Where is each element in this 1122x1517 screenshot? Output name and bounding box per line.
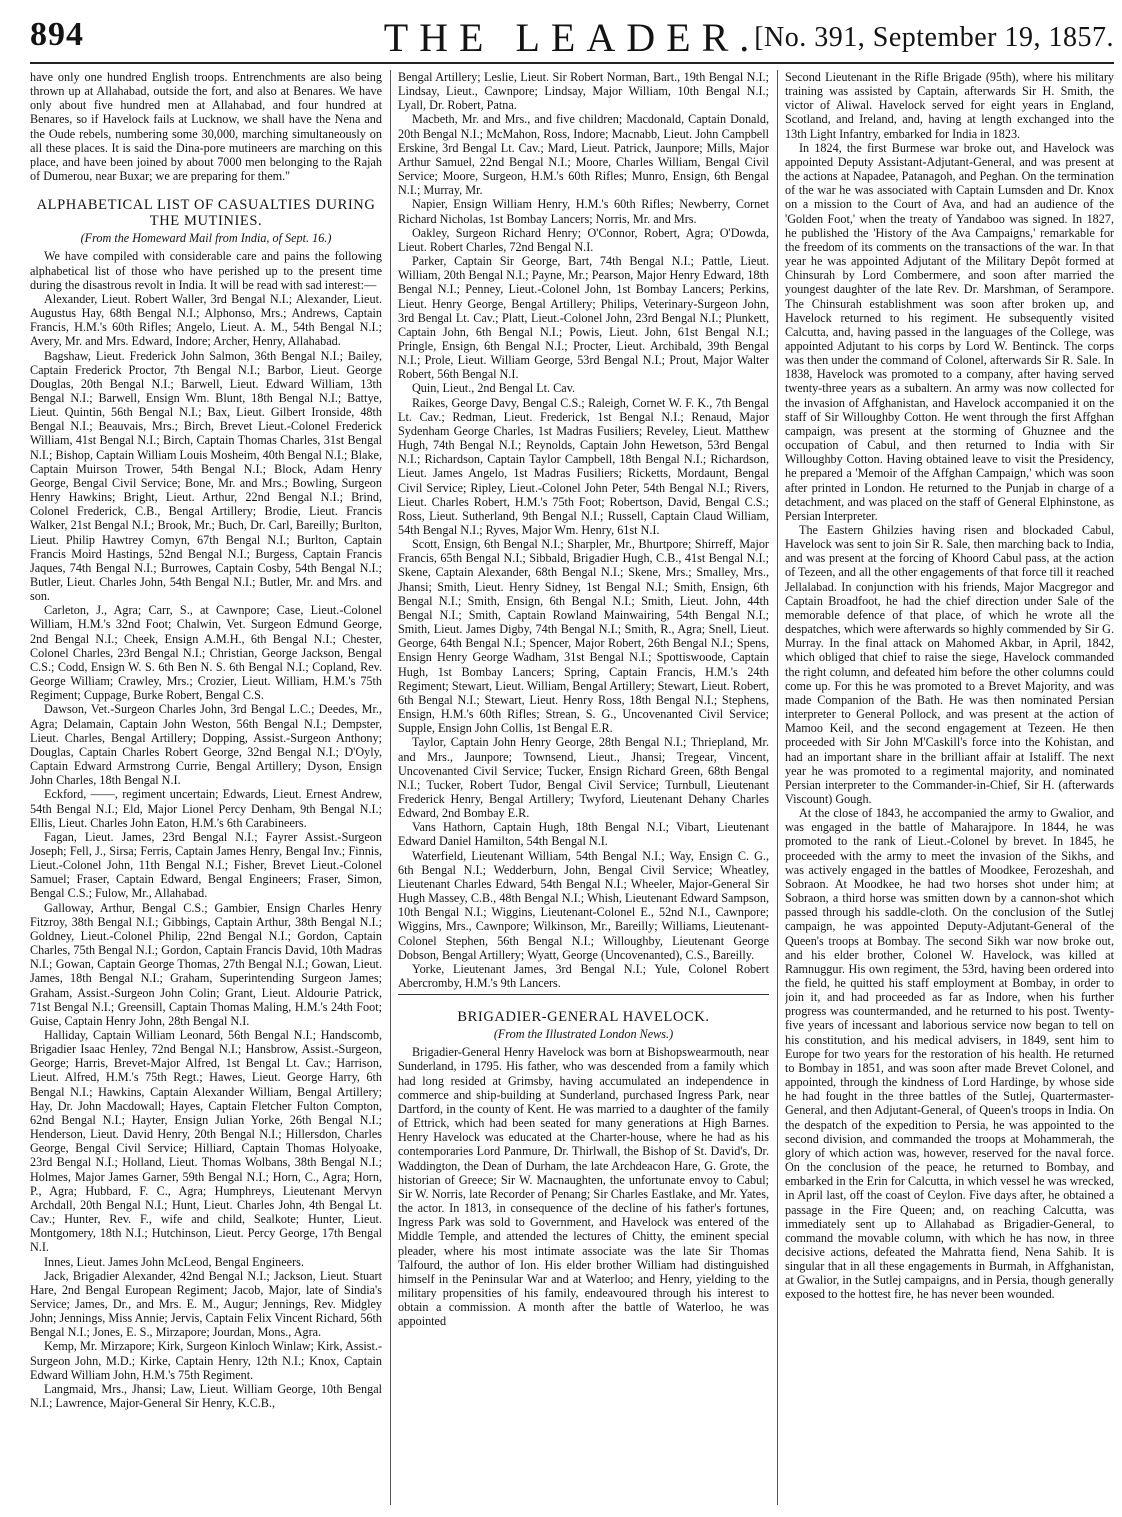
paragraph: We have compiled with considerable care and pains the following alphabetical list of those who have perished up to the present time during the disastrous revolt in India. It will be read with sad interest:— — [30, 249, 382, 292]
havelock-source: (From the Illustrated London News.) — [493, 1027, 674, 1042]
page-number: 894 — [30, 16, 84, 53]
paragraph: Waterfield, Lieutenant William, 54th Bengal N.I.; Way, Ensign C. G., 6th Bengal N.I.; Wedderburn, John, Bengal Civil Service; Wheatley, Lieutenant Charles Edward, 54th Bengal N.I.; Wheeler, Major-General Sir Hugh Massey, C.B., 48th Bengal N.I.; Whish, Lieutenant Edward Sampson, 10th Bengal N.I.; Wiggins, Lieutenant-Colonel E., 52nd N.I., Cawnpore; Wiggins, Mrs., Cawnpore; Wilkinson, Mr., Bareilly; Williams, Lieutenant-Colonel Stephen, 56th Bengal N.I.; Willoughby, Lieutenant George Dobson, Bengal Artillery; Wyatt, George (Uncovenanted), C.S., Bareilly. — [398, 848, 769, 962]
masthead-rule — [30, 62, 1114, 64]
column-divider — [777, 70, 778, 1505]
paragraph: Yorke, Lieutenant James, 3rd Bengal N.I.; Yule, Colonel Robert Abercromby, H.M.'s 9th Lancers. — [398, 961, 769, 990]
paragraph: have only one hundred English troops. Entrenchments are also being thrown up at Allahabad, outside the fort, and also at Benares. We have only about five hundred men at Allahabad, and four hundred at Benares, so if Havelock fails at Lucknow, we shall have the Nena and the Oude rebels, numbering some 30,000, marching simultaneously on all these places. It is said the Dina-pore mutineers are marching on this place, and have been joined by about 7000 men belonging to the Rajah of Dumerou, near Buxar; we are preparing for them." — [30, 70, 382, 184]
paragraph: Raikes, George Davy, Bengal C.S.; Raleigh, Cornet W. F. K., 7th Bengal Lt. Cav.; Redman, Lieut. Frederick, 1st Bengal N.I.; Renaud, Major Sydenham George Charles, 1st Madras Fusiliers; Reveley, Lieut. Matthew Hugh, 74th Bengal N.I.; Reynolds, Captain John Hewetson, 53rd Bengal N.I.; Richardson, Captain Taylor Campbell, 18th Bengal N.I.; Richardson, Lieut. James Angelo, 1st Madras Fusiliers; Ricketts, Mordaunt, Bengal Civil Service; Ripley, Lieut.-Colonel John Peter, 54th Bengal N.I.; Rivers, Lieut. Charles Robert, H.M.'s 75th Foot; Robertson, David, Bengal C.S.; Ross, Lieut. Sutherland, 9th Bengal N.I.; Russell, Captain Claud William, 54th Bengal N.I.; Ryves, Major Wm. Henry, 61st N.I. — [398, 395, 769, 537]
paragraph: Fagan, Lieut. James, 23rd Bengal N.I.; Fayrer Assist.-Surgeon Joseph; Fell, J., Sirsa; Ferris, Captain James Henry, Bengal Inv.; Finnis, Lieut.-Colonel John, 11th Bengal N.I.; Fisher, Brevet Lieut.-Colonel Samuel; Fraser, Captain Edward, Bengal Engineers; Fraser, Simon, Bengal C.S.; Fulow, Mr., Allahabad. — [30, 829, 382, 901]
paragraph: Brigadier-General Henry Havelock was born at Bishopswearmouth, near Sunderland, in 1795. His father, who was descended from a family which had long resided at Grimsby, having accumulated an independence in commerce and ship-building at Sunderland, purchased Ingress Park, near Dartford, in the county of Kent. He was married to a daughter of the family of Ettrick, which had been seated for many generations at High Barnes. Henry Havelock was educated at the Charter-house, where he had as his contemporaries Lord Panmure, Dr. Thirlwall, the Bishop of St. David's, Dr. Waddington, the Dean of Durham, the late Archdeacon Hare, G. Grote, the historian of Greece; Sir W. Macnaughten, the unfortunate envoy to Cabul; Sir W. Norris, late Recorder of Penang; Sir Charles Eastlake, and Mr. Yates, the actor. In 1813, in consequence of the decline of his father's fortunes, Ingress Park was sold to Government, and Havelock was entered of the Middle Temple, and attended the lectures of Chitty, the eminent special pleader, where his most intimate associate was the late Sir Thomas Talfourd, the author of Ion. His elder brother William had distinguished himself in the Peninsular War and at Waterloo; and Henry, yielding to the military propensities of his family, endeavoured through his interest to obtain a commission. A month after the battle of Waterloo, he was appointed — [398, 1045, 769, 1329]
paragraph: Parker, Captain Sir George, Bart, 74th Bengal N.I.; Pattle, Lieut. William, 20th Bengal N.I.; Payne, Mr.; Pearson, Major Henry Edward, 18th Bengal N.I.; Penney, Lieut.-Colonel John, 1st Bombay Lancers; Perkins, Lieut. Henry George, Bengal Artillery; Philips, Veterinary-Surgeon John, 3rd Bengal Lt. Cav.; Platt, Lieut.-Colonel John, 23rd Bengal N.I.; Plunkett, Captain John, 6th Bengal N.I.; Powis, Lieut. John, 61st Bengal N.I.; Pringle, Ensign, 6th Bengal N.I.; Procter, Lieut. Archibald, 39th Bengal N.I.; Prole, Lieut. William George, 53rd Bengal N.I.; Prout, Major Walter Robert, 56th Bengal N.I. — [398, 254, 769, 382]
masthead — [30, 14, 1114, 60]
column-2 — [398, 70, 769, 1505]
newspaper-title: THE LEADER. — [383, 15, 761, 60]
paragraph: Oakley, Surgeon Richard Henry; O'Connor, Robert, Agra; O'Dowda, Lieut. Robert Charles, 72nd Bengal N.I. — [398, 225, 769, 254]
column-3 — [785, 70, 1114, 1505]
paragraph: Bagshaw, Lieut. Frederick John Salmon, 36th Bengal N.I.; Bailey, Captain Frederick Proctor, 7th Bengal N.I.; Barbor, Lieut. George Douglas, 20th Bengal N.I.; Barwell, Lieut. Edward William, 13th Bengal N.I.; Barwell, Ensign Wm. Blunt, 18th Bengal N.I.; Battye, Lieut. Quintin, 56th Bengal N.I.; Bax, Lieut. Gilbert Ironside, 48th Bengal N.I.; Beauvais, Mrs.; Birch, Brevet Lieut.-Colonel Frederick William, 41st Bengal N.I.; Birch, Captain Thomas Charles, 31st Bengal N.I.; Bishop, Captain William Louis Mosheim, 40th Bengal N.I.; Blake, Captain Muirson Trower, 54th Bengal N.I.; Block, Adam Henry George, Bengal Civil Service; Bone, Mr. and Mrs.; Bowling, Surgeon Henry Hawkins; Bright, Lieut. Arthur, 22nd Bengal N.I.; Brind, Colonel Frederick, C.B., Bengal Artillery; Brodie, Lieut. Francis Walker, 21st Bengal N.I.; Brook, Mr.; Buch, Dr. Carl, Bareilly; Burlton, Lieut. Philip Hawtrey Comyn, 67th Bengal N.I.; Burlton, Captain Francis Moird Hastings, 52nd Bengal N.I.; Burgess, Captain Francis Jaques, 74th Bengal N.I.; Burrowes, Captain Cosby, 54th Bengal N.I.; Butler, Lieut. Charles John, 54th Bengal N.I.; Butler, Mr. and Mrs. and son. — [30, 348, 382, 604]
havelock-heading: BRIGADIER-GENERAL HAVELOCK. — [457, 1009, 710, 1026]
paragraph: Dawson, Vet.-Surgeon Charles John, 3rd Bengal L.C.; Deedes, Mr., Agra; Delamain, Captain John Weston, 56th Bengal N.I.; Dempster, Lieut. Charles, Bengal Artillery; Dopping, Assist.-Surgeon Anthony; Douglas, Captain Charles Robert George, 32nd Bengal N.I.; D'Oyly, Captain Edward Armstrong Currie, Bengal Artillery; Dyson, Ensign John Charles, 18th Bengal N.I. — [30, 702, 382, 788]
paragraph: Macbeth, Mr. and Mrs., and five children; Macdonald, Captain Donald, 20th Bengal N.I.; McMahon, Ross, Indore; Macnabb, Lieut. John Campbell Erskine, 3rd Bengal Lt. Cav.; Mard, Lieut. Patrick, Jaunpore; Mills, Major Arthur Samuel, 22nd Bengal N.I.; Moore, Charles William, Bengal Civil Service; Moore, Surgeon, H.M.'s 60th Rifles; Munro, Ensign, 6th Bengal N.I.; Murray, Mr. — [398, 112, 769, 198]
paragraph: Bengal Artillery; Leslie, Lieut. Sir Robert Norman, Bart., 19th Bengal N.I.; Lindsay, Lieut., Cawnpore; Lindsay, Major William, 10th Bengal N.I.; Lyall, Dr. Robert, Patna. — [398, 70, 769, 113]
paragraph: At the close of 1843, he accompanied the army to Gwalior, and was engaged in the battle of Maharajpore. In 1844, he was promoted to the rank of Lieut.-Colonel by brevet. In 1845, he proceeded with the army to meet the invasion of the Sikhs, and was actively engaged in the battles of Moodkee, Ferozeshah, and Sobraon. At Moodkee, he had two horses shot under him; at Sobraon, a third horse was smitten down by a cannon-shot which passed through his saddle-cloth. On the conclusion of the Sutlej campaign, he was appointed Deputy-Adjutant-General of the Queen's troops at Bombay. The second Sikh war now broke out, and his elder brother, Colonel W. Havelock, was killed at Ramnuggur. His own regiment, the 53rd, having been ordered into the field, he quitted his staff employment at Bombay, in order to join it, and had proceeded as far as Indore, when his further progress was countermanded, and he returned to his post. Twenty-five years of incessant and laborious service now began to tell on his constitution, and his medical advisers, in 1849, sent him to Europe for two years for the restoration of his health. He returned to Bombay in 1851, and was soon after made Brevet Colonel, and appointed, through the kindness of Lord Hardinge, by whose side he had fought in the three battles of the Sutlej, Quartermaster-General, and then Adjutant-General, of Queen's troops in India. On the despatch of the expedition to Persia, he was appointed to the second division, and commanded the troops at Mohammerah, the glory of which action was, however, reserved for the naval force. On the conclusion of the peace, he returned to Bombay, and embarked in the Erin for Calcutta, in which vessel he was wrecked, in April last, off the coast of Ceylon. Five days after, he obtained a passage in the Fire Queen; and, on reaching Calcutta, was immediately sent up to Allahabad as Brigadier-General, to command the movable column, with which he has now, in three decisive actions, defeated the Mahratta fiend, Nena Sahib. It is singular that in all these engagements in Burmah, in Affghanistan, at Gwalior, in the Sutlej campaigns, and in Persia, though generally exposed to the hottest fire, he has never been wounded. — [785, 806, 1114, 1302]
paragraph: Eckford, ——, regiment uncertain; Edwards, Lieut. Ernest Andrew, 54th Bengal N.I.; Eld, Major Lionel Percy Denham, 9th Bengal N.I.; Ellis, Lieut. Charles John Eaton, H.M.'s 6th Carabineers. — [30, 787, 382, 830]
paragraph: Langmaid, Mrs., Jhansi; Law, Lieut. William George, 10th Bengal N.I.; Lawrence, Major-General Sir Henry, K.C.B., — [30, 1381, 382, 1411]
paragraph: Innes, Lieut. James John McLeod, Bengal Engineers. — [44, 1254, 304, 1269]
paragraph: In 1824, the first Burmese war broke out, and Havelock was appointed Deputy Assistant-Adjutant-General, and was present at the actions at Napadee, Patanagoh, and Peghan. On the termination of the war he was associated with Captain Lumsden and Dr. Knox on a mission to the Court of Ava, and had an audience of the 'Golden Foot,' when the treaty of Yandaboo was signed. In 1827, he published the 'History of the Ava Campaigns,' remarkable for the freedom of its comments on the transactions of the war. In that year he was appointed Adjutant of the Military Depôt formed at Chinsurah by Lord Combermere, and soon after married the youngest daughter of the late Rev. Dr. Marshman, of Serampore. The Chinsurah establishment was soon after broken up, and Havelock returned to his regiment. He subsequently visited Calcutta, and, having passed in the languages of the College, was appointed Adjutant to his corps by Lord W. Bentinck. The corps was then under the command of Colonel, afterwards Sir R. Sale. In 1838, Havelock was promoted to a company, after having served twenty-three years as a subaltern. An army was now collected for the invasion of Affghanistan, and Havelock accompanied it on the staff of Sir Willoughby Cotton. He went through the first Affghan campaign, was present at the storming of Ghuznee and the occupation of Cabul, and then returned to India with Sir Willoughby Cotton. Having obtained leave to visit the Presidency, he prepared a 'Memoir of the Affghan Campaign,' which was soon after printed in London. He returned to the Punjab in charge of a detachment, and was placed on the staff of General Elphinstone, as Persian Interpreter. — [785, 140, 1114, 523]
paragraph: Vans Hathorn, Captain Hugh, 18th Bengal N.I.; Vibart, Lieutenant Edward Daniel Hamilton, 54th Bengal N.I. — [398, 820, 769, 849]
paragraph: Second Lieutenant in the Rifle Brigade (95th), where his military training was assisted by Captain, afterwards Sir H. Smith, the victor of Aliwal. Havelock served for eight years in England, Scotland, and Ireland, and, having at length exchanged into the 13th Light Infantry, embarked for India in 1823. — [785, 70, 1114, 141]
paragraph: Quin, Lieut., 2nd Bengal Lt. Cav. — [412, 381, 576, 396]
paragraph: Napier, Ensign William Henry, H.M.'s 60th Rifles; Newberry, Cornet Richard Nicholas, 1st Bombay Lancers; Norris, Mr. and Mrs. — [398, 197, 769, 226]
paragraph: Kemp, Mr. Mirzapore; Kirk, Surgeon Kinloch Winlaw; Kirk, Assist.-Surgeon John, M.D.; Kirke, Captain Henry, 12th N.I.; Knox, Captain Edward William John, H.M.'s 75th Regiment. — [30, 1339, 382, 1382]
paragraph: Alexander, Lieut. Robert Waller, 3rd Bengal N.I.; Alexander, Lieut. Augustus Hay, 68th Bengal N.I.; Alphonso, Mrs.; Andrews, Captain Francis, H.M.'s 60th Rifles; Angelo, Lieut. A. M., 54th Bengal N.I.; Avery, Mr. and Mrs. Edward, Indore; Archer, Henry, Allahabad. — [30, 291, 382, 349]
column-1 — [30, 70, 382, 1505]
section-rule — [398, 994, 769, 995]
paragraph: Carleton, J., Agra; Carr, S., at Cawnpore; Case, Lieut.-Colonel William, H.M.'s 32nd Foot; Chalwin, Vet. Surgeon Edmund George, 2nd Bengal N.I.; Cheek, Ensign A.M.H., 6th Bengal N.I.; Chester, Colonel Charles, 23rd Bengal N.I.; Christian, George Jackson, Bengal C.S.; Codd, Ensign W. S. 6th Ben N. S. 6th Bengal N.I.; Copland, Rev. George William; Crawley, Mrs.; Crozier, Lieut. William, H.M.'s 75th Regiment; Cuppage, Burke Robert, Bengal C.S. — [30, 603, 382, 703]
paragraph: Jack, Brigadier Alexander, 42nd Bengal N.I.; Jackson, Lieut. Stuart Hare, 2nd Bengal European Regiment; Jacob, Major, late of Sindia's Service; James, Dr., and Mrs. E. M., Augur; Jennings, Rev. Midgley John; Jennings, Miss Annie; Jervis, Captain Felix Vincent Richard, 56th Bengal N.I.; Jones, E. S., Mirzapore; Jourdan, Mons., Agra. — [30, 1268, 382, 1340]
issue-info: [No. 391, September 19, 1857. — [754, 22, 1114, 53]
paragraph: The Eastern Ghilzies having risen and blockaded Cabul, Havelock was sent to join Sir R. Sale, then marching back to India, and was present at the forcing of Khoord Cabul pass, at the action of Tezeen, and all the other engagements of that force till it reached Jellalabad. In conjunction with his friends, Major Macgregor and Captain Broadfoot, he had the chief direction under Sale of the memorable defence of that place, of which he wrote all the despatches, which were afterwards so highly commended by Sir G. Murray. In the final attack on Mahomed Akbar, in April, 1842, which obliged that chief to raise the siege, Havelock commanded the right column, and defeated him before the other columns could come up. For this he was promoted to a Brevet Majority, and was made Companion of the Bath. He was then nominated Persian interpreter to General Pollock, and was present at the action of Mamoo Keil, and the second engagement at Tezeen. He then proceeded with Sir John M'Caskill's force into the Kohistan, and had an important share in the brilliant affair at Istaliff. The next year he was promoted to a regimental majority, and nominated Persian interpreter to the Commander-in-Chief, Sir H. (afterwards Viscount) Gough. — [785, 523, 1114, 806]
casualties-heading: ALPHABETICAL LIST OF CASUALTIES DURING THE MUTINIES. — [36, 197, 376, 230]
paragraph: Galloway, Arthur, Bengal C.S.; Gambier, Ensign Charles Henry Fitzroy, 38th Bengal N.I.; Gibbings, Captain Arthur, 38th Bengal N.I.; Goldney, Lieut.-Colonel Philip, 22nd Bengal N.I.; Gordon, Captain Charles, 75th Bengal N.I.; Gordon, Captain Francis David, 10th Madras N.I.; Gowan, Captain George Thomas, 27th Bengal N.I.; Gowan, Lieut. James, 18th Bengal N.I.; Graham, Superintending Surgeon James; Graham, Assist.-Surgeon John Colin; Grant, Lieut. Aldourie Patrick, 71st Bengal N.I.; Greensill, Captain Thomas Maling, H.M.'s 24th Foot; Guise, Captain Henry John, 28th Bengal N.I. — [30, 900, 382, 1028]
column-divider — [390, 70, 391, 1505]
casualties-source: (From the Homeward Mail from India, of Sept. 16.) — [80, 231, 332, 246]
paragraph: Halliday, Captain William Leonard, 56th Bengal N.I.; Handscomb, Brigadier Isaac Henley, 72nd Bengal N.I.; Hansbrow, Assist.-Surgeon, George; Harris, Brevet-Major Alfred, 1st Bengal Lt. Cav.; Harrison, Lieut. Alfred, H.M.'s 75th Regt.; Hawes, Lieut. George Harry, 6th Bengal N.I.; Hawkins, Captain Alexander William, Bengal Artillery; Hay, Dr. John Macdowall; Hayes, Captain Fletcher Fulton Compton, 62nd Bengal N.I.; Hayter, Ensign Julian Yorke, 26th Bengal N.I.; Henderson, Lieut. David Henry, 20th Bengal N.I.; Hillersdon, Charles George, Bengal Civil Service; Hilliard, Captain Thomas Holyoake, 23rd Bengal N.I.; Holland, Lieut. Thomas Wolbans, 38th Bengal N.I.; Holmes, Major James Garner, 59th Bengal N.I.; Horn, C., Agra; Horn, P., Agra; Hubbard, F. C., Agra; Humphreys, Lieutenant Mervyn Archdall, 20th Bengal N.I.; Hunt, Lieut. Charles John, 4th Bengal Lt. Cav.; Hunter, Rev. F., wife and child, Sealkote; Hunter, Lieut. Montgomery, 18th N.I.; Hutchinson, Lieut. Percy George, 17th Bengal N.I. — [30, 1028, 382, 1255]
paragraph: Taylor, Captain John Henry George, 28th Bengal N.I.; Thriepland, Mr. and Mrs., Jaunpore; Townsend, Lieut., Jhansi; Tregear, Vincent, Uncovenanted Civil Service; Tucker, Ensign Richard Green, 68th Bengal N.I.; Tucker, Robert Tudor, Bengal Civil Service; Turnbull, Lieutenant Frederick Henry, Bengal Artillery; Twyford, Lieutenant Dehany Charles Edward, 2nd Bombay E.R. — [398, 735, 769, 821]
paragraph: Scott, Ensign, 6th Bengal N.I.; Sharpler, Mr., Bhurtpore; Shirreff, Major Francis, 65th Bengal N.I.; Sibbald, Brigadier Hugh, C.B., 41st Bengal N.I.; Skene, Captain Alexander, 68th Bengal N.I.; Skene, Mrs.; Smalley, Mrs., Jhansi; Smith, Lieut. Henry Sidney, 1st Bengal N.I.; Smith, Ensign, 6th Bengal N.I.; Smith, Ensign, 6th Bengal N.I.; Smith, Lieut. John, 44th Bengal N.I.; Smith, Captain Rowland Mainwairing, 54th Bengal N.I.; Smith, Lieut. James Digby, 74th Bengal N.I.; Smith, R., Agra; Snell, Lieut. George, 64th Bengal N.I.; Spencer, Major Robert, 26th Bengal N.I.; Spens, Ensign Henry George Wadham, 31st Bengal N.I.; Spottiswoode, Captain Hugh, 1st Bombay Lancers; Spring, Captain Francis, H.M.'s 24th Regiment; Stewart, Lieut. William, Bengal Artillery; Stewart, Lieut. Robert, 6th Bengal N.I.; Stewart, Lieut. Henry Ross, 18th Bengal N.I.; Stephens, Ensign, H.M.'s 60th Rifles; Strean, S. G., Uncovenanted Civil Service; Supple, Ensign John Collis, 1st Bengal E.R. — [398, 537, 769, 736]
